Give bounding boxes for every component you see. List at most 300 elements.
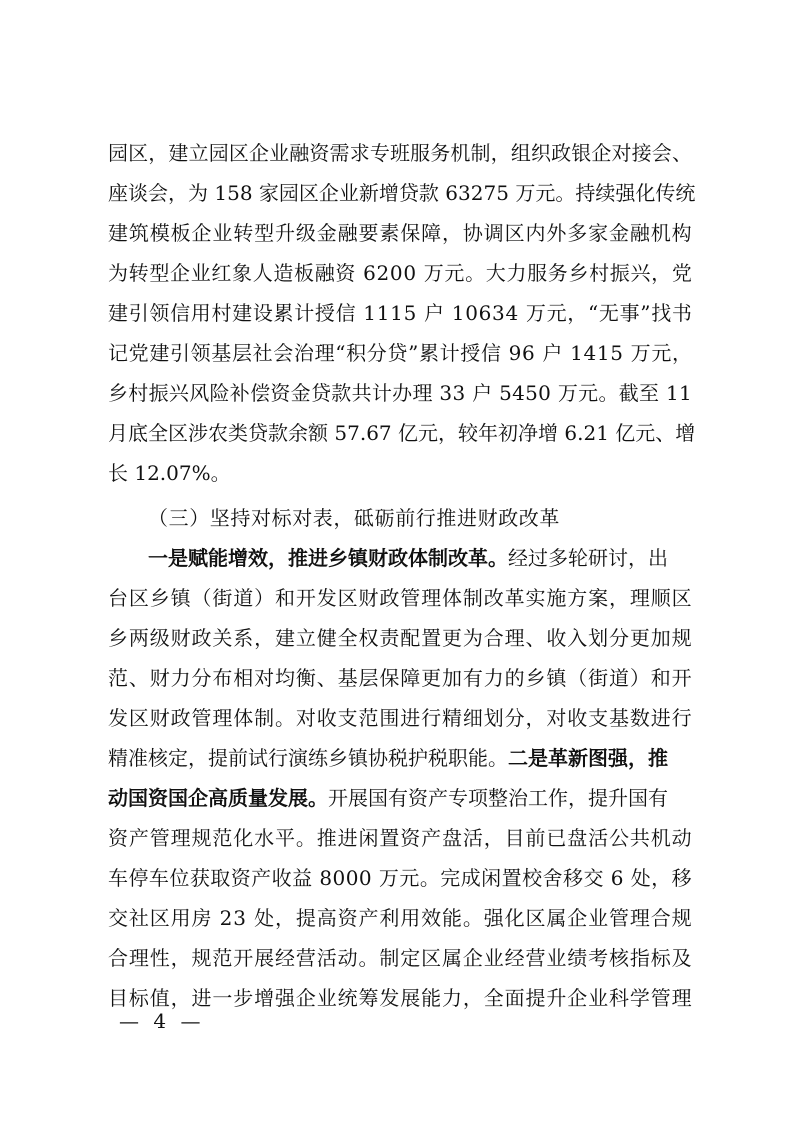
text-glyph: 万 — [378, 866, 399, 890]
body-text-line — [108, 453, 692, 493]
text-glyph: 值 — [149, 986, 170, 1010]
text-glyph: 街 — [588, 666, 609, 690]
text-glyph: 责 — [379, 626, 400, 650]
text-glyph: 理 — [504, 626, 525, 650]
text-glyph: 贷 — [248, 421, 268, 445]
text-glyph — [465, 373, 471, 413]
text-glyph: 3 — [233, 906, 246, 930]
text-glyph: 和 — [650, 666, 671, 690]
text-glyph: . — [577, 421, 584, 445]
text-glyph: 政 — [191, 626, 212, 650]
text-glyph: 划 — [588, 626, 609, 650]
text-glyph: 道 — [233, 586, 254, 610]
text-glyph: 内 — [525, 221, 546, 245]
text-glyph: 务 — [430, 141, 451, 165]
text-glyph: 亿 — [398, 421, 419, 445]
text-glyph: 业 — [588, 906, 609, 930]
text-glyph: ” — [640, 301, 651, 325]
text-glyph: 发 — [379, 986, 400, 1010]
text-glyph: ， — [148, 141, 169, 165]
text-glyph: 办 — [392, 381, 413, 405]
text-glyph: 需 — [329, 141, 350, 165]
body-text — [108, 413, 696, 453]
text-glyph: 力 — [483, 666, 504, 690]
text-glyph: 传 — [655, 181, 676, 205]
text-glyph: 振 — [148, 381, 169, 405]
text-glyph: 施 — [546, 586, 567, 610]
text-glyph: 校 — [522, 866, 543, 890]
text-glyph: 理 — [128, 946, 149, 970]
text-glyph: 0 — [389, 261, 403, 285]
text-glyph: 一 — [212, 986, 233, 1010]
text-glyph: 8 — [319, 866, 333, 890]
text-glyph: 5 — [496, 181, 509, 205]
body-text — [108, 253, 692, 293]
text-glyph: 产 — [421, 826, 442, 850]
text-glyph: 闲 — [358, 826, 379, 850]
text-glyph: 至 — [639, 381, 660, 405]
text-glyph: 领 — [149, 301, 170, 325]
body-text — [108, 333, 692, 373]
text-glyph: 财 — [149, 666, 170, 690]
body-text: 精准核定，提前试行演练乡镇协税护税职能。 — [108, 746, 508, 770]
text-glyph: 推 — [316, 826, 337, 850]
text-glyph: 、 — [671, 141, 692, 165]
text-glyph: 收 — [546, 626, 567, 650]
text-glyph: 分 — [609, 626, 629, 650]
text-glyph: 位 — [169, 866, 190, 890]
text-glyph: 学 — [629, 986, 650, 1010]
body-text — [108, 898, 692, 938]
text-glyph: 保 — [400, 221, 421, 245]
bold-lead-sentence: 动国资国企高质量发展。 — [108, 786, 328, 810]
text-glyph: 进 — [650, 706, 671, 730]
text-glyph: 元 — [444, 261, 465, 285]
text-glyph: 政 — [379, 586, 400, 610]
text-glyph: 计 — [294, 301, 315, 325]
text-glyph: 区 — [128, 586, 149, 610]
text-glyph: 对 — [295, 706, 316, 730]
text-glyph: 和 — [275, 586, 295, 610]
text-glyph: 组 — [510, 141, 531, 165]
text-glyph: 家 — [588, 221, 609, 245]
text-glyph: 。 — [358, 946, 379, 970]
text-glyph — [659, 373, 665, 413]
text-glyph: 有 — [462, 666, 483, 690]
text-glyph: 1 — [666, 381, 679, 405]
text-glyph: 层 — [358, 666, 379, 690]
text-glyph: 园 — [278, 181, 299, 205]
text-glyph: 获 — [189, 866, 210, 890]
text-glyph: 0 — [358, 866, 372, 890]
text-glyph: 2 — [376, 261, 390, 285]
text-glyph: 用 — [400, 906, 421, 930]
text-glyph — [535, 333, 541, 373]
body-text — [108, 133, 692, 173]
text-glyph: 金 — [316, 221, 337, 245]
text-glyph: 村 — [211, 301, 232, 325]
text-glyph: 强 — [483, 906, 504, 930]
text-glyph: 进 — [400, 706, 421, 730]
text-glyph: 企 — [591, 141, 612, 165]
body-text-line — [108, 293, 692, 333]
text-glyph: 元 — [399, 866, 420, 890]
body-text — [108, 578, 692, 618]
text-glyph: 加 — [650, 626, 671, 650]
text-glyph: 兴 — [630, 261, 651, 285]
text-glyph: 前 — [525, 826, 546, 850]
text-glyph: 转 — [128, 261, 149, 285]
text-glyph: 1 — [214, 181, 228, 205]
text-glyph: 营 — [295, 946, 316, 970]
text-glyph: 处 — [630, 866, 651, 890]
text-glyph: 金 — [609, 221, 629, 245]
text-glyph: 信 — [480, 341, 501, 365]
text-glyph: 范 — [212, 946, 233, 970]
text-glyph: 活 — [588, 826, 609, 850]
text-glyph: 、 — [525, 626, 546, 650]
text-glyph: 提 — [295, 906, 316, 930]
text-glyph: 属 — [546, 906, 567, 930]
text-glyph: 资 — [309, 141, 330, 165]
text-glyph: 障 — [400, 666, 421, 690]
text-glyph: 较 — [458, 421, 479, 445]
text-glyph: 围 — [379, 706, 400, 730]
text-glyph: 乡 — [568, 261, 589, 285]
text-glyph: 盘 — [567, 826, 588, 850]
text-glyph: 持 — [575, 181, 596, 205]
text-glyph: ” — [408, 341, 419, 365]
text-glyph: 、 — [128, 666, 149, 690]
text-glyph: 户 — [542, 341, 563, 365]
body-text-line — [108, 133, 692, 173]
text-glyph: 共 — [629, 826, 650, 850]
text-glyph: 区 — [337, 586, 358, 610]
text-glyph: 层 — [231, 341, 252, 365]
text-glyph: 业 — [338, 181, 359, 205]
text-glyph: 累 — [273, 301, 294, 325]
text-glyph: ， — [671, 341, 692, 365]
text-glyph: 计 — [371, 381, 392, 405]
text-glyph: 革 — [504, 586, 525, 610]
text-glyph: 制 — [379, 946, 400, 970]
text-glyph: 1 — [596, 421, 609, 445]
text-glyph: 步 — [233, 986, 254, 1010]
text-glyph: 村 — [589, 261, 610, 285]
text-glyph: 健 — [316, 626, 337, 650]
text-glyph: 盘 — [442, 826, 462, 850]
text-glyph: 理 — [212, 706, 233, 730]
text-glyph: 融 — [289, 141, 310, 165]
text-glyph: 取 — [210, 866, 231, 890]
text-glyph: 布 — [212, 666, 233, 690]
text-glyph: ， — [170, 986, 191, 1010]
text-glyph: 动 — [671, 826, 692, 850]
text-glyph: 7 — [347, 421, 360, 445]
text-glyph: 无 — [598, 301, 619, 325]
text-glyph: 偿 — [250, 381, 271, 405]
text-glyph: 企 — [462, 946, 483, 970]
text-glyph: 置 — [379, 826, 400, 850]
text-glyph: 元 — [546, 301, 567, 325]
body-text-line — [108, 818, 692, 858]
text-glyph: 基 — [337, 666, 358, 690]
text-glyph: 管 — [400, 586, 421, 610]
text-glyph: 合 — [483, 626, 504, 650]
text-glyph: 统 — [337, 986, 358, 1010]
text-glyph: 6 — [445, 181, 459, 205]
text-glyph: 成 — [460, 866, 481, 890]
text-glyph: 资 — [400, 826, 421, 850]
text-glyph: 5 — [610, 341, 623, 365]
text-glyph: 资 — [335, 261, 356, 285]
text-glyph: 转 — [233, 221, 254, 245]
text-glyph: 。 — [555, 181, 576, 205]
text-glyph: 3 — [458, 181, 471, 205]
text-glyph — [551, 373, 557, 413]
text-glyph: 业 — [190, 261, 211, 285]
text-glyph: 筹 — [358, 986, 379, 1010]
text-glyph: 造 — [273, 261, 294, 285]
text-glyph: 振 — [609, 261, 630, 285]
text-glyph: 财 — [149, 706, 170, 730]
text-glyph: ， — [168, 181, 188, 205]
text-glyph: 谈 — [128, 181, 148, 205]
text-glyph: 接 — [631, 141, 652, 165]
text-glyph: 0 — [465, 301, 478, 325]
text-glyph: 余 — [288, 421, 308, 445]
text-glyph: 风 — [189, 381, 210, 405]
text-glyph: 找 — [651, 301, 672, 325]
text-glyph: 财 — [170, 626, 191, 650]
body-text-line — [108, 413, 696, 453]
text-glyph: 衡 — [295, 666, 316, 690]
text-glyph: 大 — [485, 261, 506, 285]
text-glyph: 科 — [609, 986, 629, 1010]
text-glyph: 对 — [254, 666, 275, 690]
text-glyph: 7 — [483, 181, 497, 205]
text-glyph: 台 — [108, 586, 128, 610]
text-glyph: 求 — [349, 141, 370, 165]
text-glyph: 政 — [170, 706, 191, 730]
text-glyph: 合 — [108, 946, 128, 970]
text-glyph: 务 — [547, 261, 568, 285]
section-heading: （三）坚持对标对表，砥砺前行推进财政改革 — [148, 506, 560, 530]
text-glyph: 建 — [108, 221, 128, 245]
text-glyph — [417, 293, 423, 333]
text-glyph: 移 — [671, 866, 692, 890]
text-glyph: 班 — [389, 141, 410, 165]
text-glyph: 产 — [251, 866, 272, 890]
text-glyph: 协 — [462, 221, 483, 245]
text-glyph: 4 — [583, 341, 597, 365]
text-glyph: 险 — [209, 381, 230, 405]
text-glyph: 理 — [314, 341, 335, 365]
text-glyph: 信 — [335, 301, 356, 325]
body-text-line — [108, 698, 692, 738]
text-glyph: 6 — [478, 301, 492, 325]
text-glyph: 镇 — [170, 586, 191, 610]
text-glyph: 力 — [506, 261, 527, 285]
text-glyph: 关 — [212, 626, 233, 650]
text-glyph: 目 — [108, 986, 128, 1010]
text-glyph: 要 — [358, 221, 379, 245]
text-glyph: 企 — [318, 181, 339, 205]
text-glyph: 0 — [538, 381, 551, 405]
text-glyph: 利 — [379, 906, 400, 930]
text-glyph: 5 — [334, 421, 348, 445]
text-glyph: “ — [335, 341, 346, 365]
text-glyph: 会 — [273, 341, 294, 365]
text-glyph: 能 — [441, 906, 462, 930]
text-glyph: 贷 — [310, 381, 331, 405]
text-glyph: 配 — [400, 626, 421, 650]
text-glyph: 进 — [191, 986, 212, 1010]
text-glyph: 保 — [379, 666, 400, 690]
text-glyph: 业 — [483, 946, 504, 970]
body-text-line — [148, 538, 692, 578]
text-glyph: 。 — [465, 261, 486, 285]
text-glyph: 公 — [609, 826, 629, 850]
text-glyph: 3 — [492, 301, 505, 325]
text-glyph: 。 — [419, 866, 440, 890]
text-glyph: 发 — [316, 586, 337, 610]
body-text-line — [108, 658, 692, 698]
text-glyph: 业 — [212, 221, 233, 245]
text-glyph: ） — [254, 586, 275, 610]
text-glyph: 乡 — [149, 586, 170, 610]
text-glyph: 及 — [671, 946, 692, 970]
text-glyph: “ — [587, 301, 599, 325]
text-glyph: 乡 — [108, 626, 128, 650]
body-text-line — [108, 738, 692, 778]
text-glyph: 外 — [546, 221, 567, 245]
text-glyph: 累 — [418, 341, 439, 365]
text-glyph: 开 — [295, 586, 316, 610]
bold-lead-sentence: 二是革新图强，推 — [508, 746, 668, 770]
text-glyph: 型 — [254, 221, 275, 245]
text-glyph: 方 — [567, 586, 588, 610]
text-glyph: 乡 — [525, 666, 546, 690]
text-glyph: 区 — [168, 421, 188, 445]
text-glyph: 性 — [149, 946, 170, 970]
text-glyph: ， — [490, 141, 511, 165]
text-glyph: 交 — [108, 906, 128, 930]
text-glyph: 范 — [212, 826, 233, 850]
text-glyph: 红 — [211, 261, 232, 285]
text-glyph: 2 — [219, 906, 233, 930]
text-glyph: 党 — [128, 341, 149, 365]
body-text-line — [108, 858, 692, 898]
text-glyph: 多 — [567, 221, 588, 245]
text-glyph: 社 — [252, 341, 273, 365]
text-glyph: 水 — [254, 826, 275, 850]
text-glyph: 元 — [578, 381, 599, 405]
text-glyph: 分 — [366, 341, 387, 365]
text-glyph: 计 — [439, 341, 460, 365]
text-glyph: 收 — [271, 866, 292, 890]
text-glyph: 基 — [211, 341, 232, 365]
body-text: 开展国有资产专项整治工作，提升国有 — [328, 786, 668, 810]
text-glyph: 服 — [527, 261, 548, 285]
text-glyph: 年 — [478, 421, 499, 445]
text-glyph: 资 — [108, 826, 128, 850]
text-glyph: 更 — [421, 666, 442, 690]
text-glyph: 业 — [546, 946, 567, 970]
text-glyph: 理 — [671, 986, 692, 1010]
text-glyph: . — [359, 421, 367, 445]
text-glyph: 6 — [366, 421, 379, 445]
text-glyph: 园 — [108, 141, 128, 165]
text-glyph: 1 — [679, 381, 692, 405]
text-glyph: 分 — [504, 706, 525, 730]
text-glyph: ， — [438, 421, 459, 445]
text-glyph: 月 — [108, 421, 128, 445]
text-glyph — [247, 898, 253, 938]
text-glyph: 区 — [128, 706, 149, 730]
body-text — [108, 858, 692, 898]
text-glyph: 5 — [227, 181, 240, 205]
text-glyph: 考 — [588, 946, 609, 970]
text-glyph: 为 — [108, 261, 128, 285]
body-text-line — [108, 778, 692, 818]
text-glyph: 相 — [233, 666, 254, 690]
text-glyph: 区 — [421, 946, 442, 970]
text-glyph: 的 — [504, 666, 525, 690]
text-glyph: 6 — [610, 866, 624, 890]
text-glyph — [372, 858, 378, 898]
text-glyph: 续 — [595, 181, 616, 205]
text-glyph: 开 — [671, 666, 692, 690]
text-glyph: 两 — [128, 626, 149, 650]
body-text: 长 12.07%。 — [108, 461, 231, 485]
text-glyph: 化 — [504, 906, 525, 930]
body-text-line — [108, 578, 692, 618]
text-glyph: 2 — [583, 421, 597, 445]
text-glyph: 障 — [421, 221, 442, 245]
text-glyph: 能 — [421, 986, 442, 1010]
text-glyph: 0 — [345, 866, 359, 890]
text-glyph: 万 — [557, 381, 578, 405]
text-glyph: 设 — [252, 301, 273, 325]
text-glyph: 体 — [442, 586, 462, 610]
text-glyph — [519, 293, 525, 333]
text-glyph: 益 — [292, 866, 313, 890]
text-glyph: 建 — [275, 626, 295, 650]
text-glyph: 指 — [629, 946, 650, 970]
text-glyph: 面 — [504, 986, 525, 1010]
text-glyph: 立 — [295, 626, 316, 650]
text-glyph: 道 — [609, 666, 629, 690]
text-glyph: 机 — [650, 221, 671, 245]
text-glyph: 化 — [233, 826, 254, 850]
text-glyph: 目 — [504, 826, 525, 850]
text-glyph: 已 — [546, 826, 567, 850]
text-glyph: 管 — [149, 826, 170, 850]
text-glyph: 制 — [254, 706, 275, 730]
text-glyph: 贷 — [387, 341, 408, 365]
text-glyph: 资 — [337, 906, 358, 930]
body-text — [108, 213, 692, 253]
body-text-line — [108, 373, 692, 413]
body-text-line — [108, 898, 692, 938]
text-glyph: ， — [442, 221, 462, 245]
text-glyph: 全 — [337, 626, 358, 650]
text-glyph: 引 — [128, 301, 149, 325]
text-glyph: 建 — [168, 141, 189, 165]
text-glyph: 万 — [525, 301, 546, 325]
text-glyph: 类 — [228, 421, 248, 445]
